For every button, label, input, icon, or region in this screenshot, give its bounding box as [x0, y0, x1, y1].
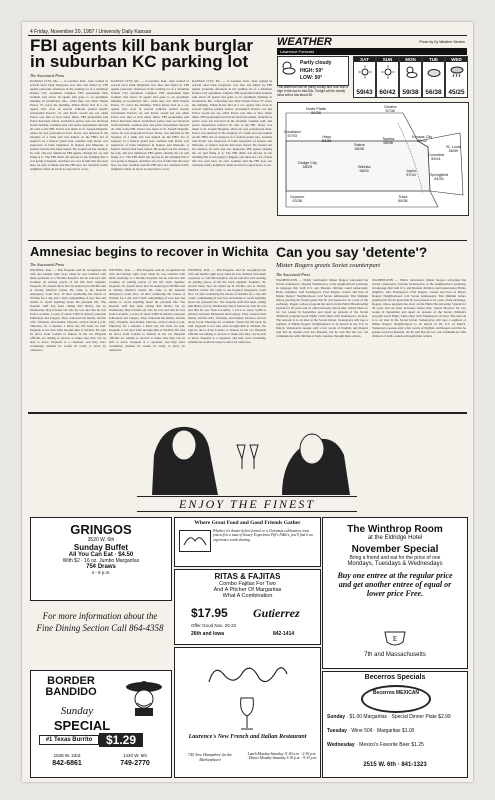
- page-folio: 4 Friday, November 20, 1987 / University Daily Kansan: [30, 29, 152, 35]
- city-dodge-city: Dodge City 58/29: [298, 161, 317, 170]
- story2-body-col3: WICHITA, Kan. — Tim Paquette said he recognized his wife and mother right away when he was reunited with them yesterday at a Wichita hospital, but he said he's still working on putting pieces of his life back together. Paquette, 30, doesn't know how he ended up in Wichita and at Wesley Medical Center. He came to the hospital emergency room Nov. 10 after wandering the streets of Wichita for a day and a half, complaining of sore feet and unable to recall anything about his personal life. The hospital staff had been calling him Henry, but by Wednesday they'd found out who he was and that he was from Lacombe, a town of about 5,000 in Alberta, between Edmonton and Calgary. They contacted his family, and his wife, Vivianne, and mother, Dolores, arrived about 4 p.m. Thursday for a reunion. I knew my life back, he said. Paquette is not sure what brought him to Wichita. He said he drove from Canada to Kansas in his car. Hospital officials are talking to doctors to make sure they can be able to leave. Paquette is a carpenter, and they were wondering whether he would be ready to leave by tomorrow.: [188, 268, 266, 344]
- story1-body-col3: KANSAS CITY, Mo. — A Gardner, Kan., man wanted in several rural bank burglaries was shot and killed by FBI agents yesterday afternoon in the parking lot of a suburban Kansas City apartment complex. FBI spokesman Max Geiman said about 10 agents had gone to an apartment building in Grandview, Mo., when they saw Dick Wayne Porter, 37, leave the building. When Porter fled in a car, agents who were in several vehicles parked nearby surrounded Porter's car and Porter would not say when Porter was shot or how many times. FBI spokesmen said Porter had been armed. Grandview police were not involved in the incident, Geiman said, and police department referred all calls to the FBI. Porter was taken to St. Joseph Hospital, where he was pronounced dead. Porter was indicted in the burglary of a bank and was named on the FBI's list of suspects in a federal grand jury. Geiman said Porter was suspected of bank burglaries in Kansas and Missouri. A federal warrant had been issued. He looked out his window, he said, and saw numerous FBI agents chasing the car and firing at it. The FBI didn't tell anyone in the building that it was going to happen, and there are a lot of kids that live near here, he said. Geiman said the FBI does not routinely notify neighbors when an arrest is expected to occur.: [192, 79, 272, 167]
- city-north-platte: North Platte 54/38: [306, 107, 327, 116]
- eldridge-crest-icon: [383, 630, 407, 648]
- gringos-line5: 4 - 9 p.m.: [91, 570, 111, 575]
- story2-headline: Amnesiac begins to recover in Wichita: [30, 244, 269, 259]
- weather-subtitle: Lawrence Forecast: [277, 48, 467, 55]
- ad-border-bandido: [30, 670, 172, 778]
- story1-headline: FBI agents kill bank burglar in suburban KC parking lot: [30, 36, 253, 71]
- ritas-note: Offer Good Nov. 20-22: [191, 623, 237, 628]
- laurence-address: 745 New Hampshire (in the Marketplace): [187, 752, 233, 762]
- winthrop-subname: at the Eldridge Hotel: [367, 535, 423, 541]
- forecast-tue: TUE 56/38: [422, 56, 445, 98]
- today-note: This afternoon will be partly cloudy and cool with a high in the low to mid-60s. Tonight will be mostly clear with a low about 35.: [277, 85, 349, 97]
- city-springfield: Springfield 54/30: [430, 173, 448, 182]
- winthrop-offer: Buy one entree at the regular price and get another entree of equal or lower price Free.: [337, 571, 453, 598]
- city-columbia: Columbia 59/41: [428, 153, 445, 162]
- city-guymon: Guymon 53/38: [290, 195, 305, 204]
- city-wichita: Wichita 58/31: [358, 165, 371, 174]
- border-bandido-item: #1 Texas Burrito: [39, 735, 99, 745]
- city-hays: Hays 59/35: [322, 135, 332, 144]
- border-bandido-line2: SPECIAL: [53, 718, 111, 733]
- wine-glass-icon: [215, 696, 279, 732]
- today-low: LOW: 50°: [300, 75, 323, 81]
- partly-cloudy-icon: [280, 60, 296, 76]
- ad-fine-dining-header: [174, 517, 321, 567]
- forecast-wed: WED 45/25: [445, 56, 468, 98]
- winthrop-name: The Winthrop Room: [347, 524, 443, 535]
- winthrop-line3: Mondays, Tuesdays & Wednesdays: [347, 561, 443, 567]
- story1-byline: The Associated Press: [30, 73, 64, 78]
- gringos-line3: With $2 · 16 oz. Jumbo Margaritas: [62, 558, 140, 564]
- border-bandido-loc1: 1528 W. 23rd: [53, 753, 81, 758]
- ritas-address: 26th and Iowa: [191, 631, 225, 637]
- city-kansas-city: Kansas City 59/42: [412, 135, 433, 144]
- story3-body-col2: WASHINGTON — Public television's Mister Rogers welcomed his Soviet counterpart, Tatyana Vedeneyeva, to the neighborhood yesterday in language that both U.S. and Russian children could understand. Hello, neighbor, said Vedeneyeva. Fred Rogers, creator and host of Mister Rogers' Neighborhood, told Soviet Ambassador Yuri Dubinin before greeting his Soviet guest that he was pleased to be a part of the exchange. Rogers, whose program has aired on the Public Broadcasting System for 20 years and on other networks before that, visited Moscow for two weeks in September and taped an episode of the Soviet children's program Good Night, Little Ones with Vedeneyeva, its host. The episode is to air later in the Soviet Union. Vedeneyeva will tape a segment of Mister Rogers' Neighborhood to be shown in the U.S. in March. Vedeneyeva speaks only a few words of English, and Rogers said that he speaks even less Russian, but he said that the two can communicate with children of both countries through their actions.: [372, 278, 466, 338]
- winthrop-address: 7th and Massachusetts: [364, 652, 426, 658]
- becerros-title: Becerros Specials: [364, 674, 426, 681]
- sun-icon: [354, 65, 375, 84]
- newspaper-page: [22, 22, 473, 782]
- ritas-phone: 842-1414: [273, 631, 295, 637]
- sun-icon: [377, 65, 398, 84]
- story2-byline: The Associated Press: [30, 262, 64, 267]
- svg-text:E: E: [392, 635, 398, 643]
- winthrop-line2: Bring a friend and eat for the price of one: [349, 555, 441, 561]
- story3-body-col1: WASHINGTON — Public television's Mister Rogers welcomed his Soviet counterpart, Tatyana Vedeneyeva, to the neighborhood yesterday in language that both U.S. and Russian children could understand. Hello, neighbor, said Vedeneyeva. Fred Rogers, creator and host of Mister Rogers' Neighborhood, told Soviet Ambassador Yuri Dubinin before greeting his Soviet guest that he was pleased to be a part of the exchange. Rogers, whose program has aired on the Public Broadcasting System for 20 years and on other networks before that, visited Moscow for two weeks in September and taped an episode of the Soviet children's program Good Night, Little Ones with Vedeneyeva, its host. The episode is to air later in the Soviet Union. Vedeneyeva will tape a segment of Mister Rogers' Neighborhood to be shown in the U.S. in March. Vedeneyeva speaks only a few words of English, and Rogers said that he speaks even less Russian, but he said that the two can communicate with children of both countries through their actions.: [276, 278, 368, 338]
- laurence-script-logo: [205, 658, 291, 690]
- today-box: [277, 56, 349, 86]
- city-tulsa: Tulsa 55/38: [398, 195, 408, 204]
- cloud-icon: [423, 65, 444, 84]
- five-day-forecast: [353, 56, 467, 98]
- winthrop-line1: November Special: [351, 544, 439, 555]
- ad-fine-dining-info: [30, 604, 170, 666]
- story2-body-col1: WICHITA, Kan. — Tim Paquette said he recognized his wife and mother right away when he was reunited with them yesterday at a Wichita hospital, but he said he's still working on putting pieces of his life back together. Paquette, 30, doesn't know how he ended up in Wichita and at Wesley Medical Center. He came to the hospital emergency room Nov. 10 after wandering the streets of Wichita for a day and a half, complaining of sore feet and unable to recall anything about his personal life. The hospital staff had been calling him Henry, but by Wednesday they'd found out who he was and that he was from Lacombe, a town of about 5,000 in Alberta, between Edmonton and Calgary. They contacted his family, and his wife, Vivianne, and mother, Dolores, arrived about 4 p.m. Thursday for a reunion. I knew my life back, he said. Paquette is not sure what brought him to Wichita. He said he drove from Canada to Kansas in his car. Hospital officials are talking to doctors to make sure they can be able to leave. Paquette is a carpenter, and they were wondering whether he would be ready to leave by tomorrow.: [30, 268, 106, 352]
- ad-becerros: [322, 671, 468, 778]
- today-sky: Partly cloudy: [300, 60, 332, 66]
- partly-cloudy-icon: [400, 65, 421, 84]
- ad-laurences: [174, 647, 321, 778]
- weather-map: [277, 102, 469, 216]
- ritas-price: $17.95: [191, 606, 228, 620]
- ritas-line1: Combo Fajitas For Two: [219, 581, 276, 587]
- gringos-name: GRINGOS: [70, 522, 132, 537]
- border-bandido-loc2: 1420 W. 6th: [122, 753, 148, 758]
- enjoy-the-finest-banner: ENJOY THE FINEST: [137, 496, 357, 512]
- story1-body-col1: KANSAS CITY, Mo. — A Gardner, Kan., man wanted in several rural bank burglaries was shot and killed by FBI agents yesterday afternoon in the parking lot of a suburban Kansas City apartment complex. FBI spokesman Max Geiman said about 10 agents had gone to an apartment building in Grandview, Mo., when they saw Dick Wayne Porter, 37, leave the building. When Porter fled in a car, agents who were in several vehicles parked nearby surrounded Porter's car and Porter would not say when Porter was shot or how many times. FBI spokesmen said Porter had been armed. Grandview police were not involved in the incident, Geiman said, and police department referred all calls to the FBI. Porter was taken to St. Joseph Hospital, where he was pronounced dead. Porter was indicted in the burglary of a bank and was named on the FBI's list of suspects in a federal grand jury. Geiman said Porter was suspected of bank burglaries in Kansas and Missouri. A federal warrant had been issued. He looked out his window, he said, and saw numerous FBI agents chasing the car and firing at it. The FBI didn't tell anyone in the building that it was going to happen, and there are a lot of kids that live near here, he said. Geiman said the FBI does not routinely notify neighbors when an arrest is expected to occur.: [30, 79, 108, 171]
- story3-byline: The Associated Press: [276, 272, 310, 277]
- becerros-row-wednesday: Wednesday · Mexico's Favorite Beer $1.25: [327, 742, 424, 748]
- city-st-louis: St. Louis 58/39: [446, 145, 461, 154]
- becerros-row-sunday: Sunday · $1.00 Margaritas · Special Dinner Plate $2.99: [327, 714, 451, 720]
- restaurant-logo-icon: [179, 530, 211, 552]
- fine-dining-header-text: Whether it's dinner before formal or a Christmas celebration, treat yourself to a taste of luxury. Experience Fifi's Nikki's, you'll find it an experience worth sharing.: [213, 529, 313, 542]
- fine-dining-info-text: For more information about the Fine Dining Section Call 864-4358: [36, 611, 164, 633]
- becerros-logo: Becerros MEXICAN: [361, 685, 431, 713]
- ad-gringos: [30, 517, 172, 601]
- forecast-sun: SUN 60/42: [376, 56, 399, 98]
- ritas-line2: And A Pitcher Of Margaritas: [213, 587, 282, 593]
- story2-body-col2: WICHITA, Kan. — Tim Paquette said he recognized his wife and mother right away when he was reunited with them yesterday at a Wichita hospital, but he said he's still working on putting pieces of his life back together. Paquette, 30, doesn't know how he ended up in Wichita and at Wesley Medical Center. He came to the hospital emergency room Nov. 10 after wandering the streets of Wichita for a day and a half, complaining of sore feet and unable to recall anything about his personal life. The hospital staff had been calling him Henry, but by Wednesday they'd found out who he was and that he was from Lacombe, a town of about 5,000 in Alberta, between Edmonton and Calgary. They contacted his family, and his wife, Vivianne, and mother, Dolores, arrived about 4 p.m. Thursday for a reunion. I knew my life back, he said. Paquette is not sure what brought him to Wichita. He said he drove from Canada to Kansas in his car. Hospital officials are talking to doctors to make sure they can be able to leave. Paquette is a carpenter, and they were wondering whether he would be ready to leave by tomorrow.: [109, 268, 185, 352]
- city-topeka: Topeka 58/38: [382, 137, 395, 146]
- gringos-address: 3520 W. 6th: [87, 537, 115, 543]
- gringos-line2: All You Can Eat · $4.50: [68, 552, 134, 558]
- border-bandido-line1: Sunday: [60, 705, 94, 717]
- couple-toasting-illustration: [132, 415, 362, 495]
- becerros-address: 2515 W. 6th · 841-1323: [363, 762, 427, 768]
- city-omaha: Omaha 57/40: [384, 105, 397, 114]
- ritas-line3: What A Combination: [222, 593, 273, 599]
- story3-headline: Can you say 'detente'?: [276, 244, 428, 260]
- story1-body-col2: KANSAS CITY, Mo. — A Gardner, Kan., man wanted in several rural bank burglaries was shot and killed by FBI agents yesterday afternoon in the parking lot of a suburban Kansas City apartment complex. FBI spokesman Max Geiman said about 10 agents had gone to an apartment building in Grandview, Mo., when they saw Dick Wayne Porter, 37, leave the building. When Porter fled in a car, agents who were in several vehicles parked nearby surrounded Porter's car and Porter would not say when Porter was shot or how many times. FBI spokesmen said Porter had been armed. Grandview police were not involved in the incident, Geiman said, and police department referred all calls to the FBI. Porter was taken to St. Joseph Hospital, where he was pronounced dead. Porter was indicted in the burglary of a bank and was named on the FBI's list of suspects in a federal grand jury. Geiman said Porter was suspected of bank burglaries in Kansas and Missouri. A federal warrant had been issued. He looked out his window, he said, and saw numerous FBI agents chasing the car and firing at it. The FBI didn't tell anyone in the building that it was going to happen, and there are a lot of kids that live near here, he said. Geiman said the FBI does not routinely notify neighbors when an arrest is expected to occur.: [111, 79, 189, 171]
- forecast-mon: MON 59/38: [399, 56, 422, 98]
- bandido-cartoon-icon: [123, 675, 165, 717]
- today-high: HIGH: 59°: [300, 68, 324, 74]
- gringos-line4: 75¢ Draws: [86, 564, 116, 570]
- border-bandido-loc1-phone: 842-6861: [52, 760, 82, 767]
- rain-icon: [446, 65, 467, 84]
- border-bandido-loc2-phone: 749-2770: [120, 760, 150, 767]
- ad-ritas-fajitas: [174, 569, 321, 645]
- border-bandido-name: BORDER BANDIDO: [45, 675, 97, 698]
- city-goodland: Goodland 57/33: [284, 130, 301, 139]
- city-joplin: Joplin 57/34: [406, 169, 416, 178]
- ritas-name: RITAS & FAJITAS: [214, 572, 281, 581]
- ad-section-rule: [28, 412, 467, 414]
- weather-credit: Photo by Ky Weather Service: [419, 40, 465, 44]
- weather-title: WEATHER: [277, 36, 332, 48]
- ritas-brand: Gutierrez: [253, 606, 300, 620]
- becerros-row-tuesday: Tuesday · Wine 50¢ · Margaritas $1.00: [327, 728, 415, 734]
- story3-deck: Mister Rogers greets Soviet counterpart: [276, 262, 381, 269]
- ad-winthrop-room: [322, 517, 468, 669]
- laurence-name: Laurence's New French and Italian Restaurant: [188, 734, 307, 740]
- laurence-hours: Lunch Monday-Saturday 11:00 a.m. - 2:30 p.m. · Dinner Monday-Saturday 5:30 p.m. - 9:30 p.m.: [247, 752, 317, 760]
- city-salina: Salina 58/38: [354, 143, 365, 152]
- forecast-sat: SAT 59/43: [353, 56, 376, 98]
- fine-dining-header-title: Where Great Food and Good Friends Gather: [194, 520, 301, 526]
- border-bandido-price: $1.29: [99, 733, 143, 747]
- gringos-line1: Sunday Buffet: [73, 543, 129, 552]
- mid-rule: [28, 240, 467, 241]
